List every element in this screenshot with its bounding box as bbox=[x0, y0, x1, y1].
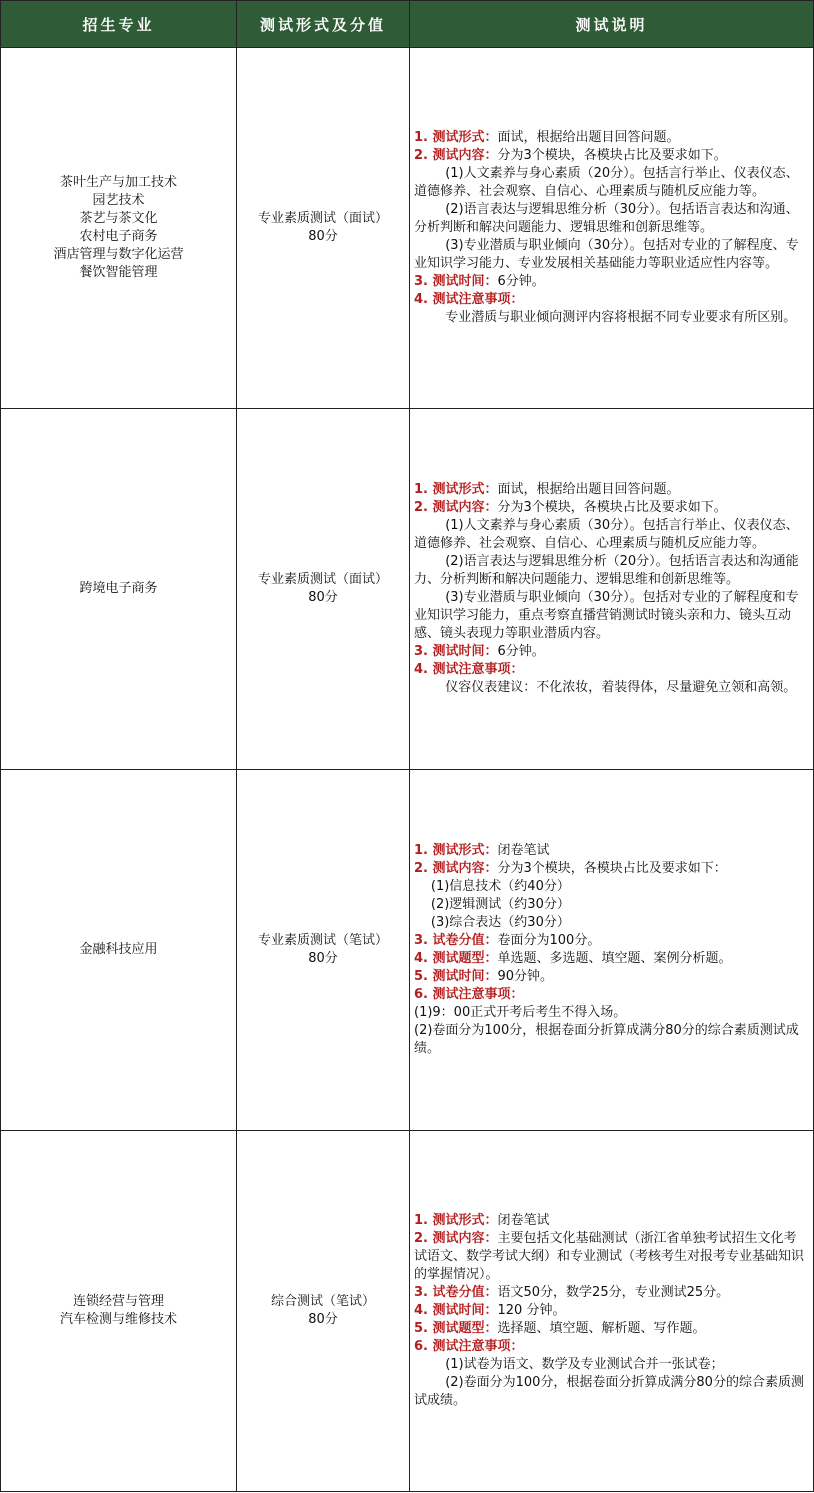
description-value: (2)语言表达与逻辑思维分析（20分）。包括语言表达和沟通能力、分析判断和解决问题能力、逻辑思维和创新思维等。 bbox=[414, 554, 799, 587]
description-line bbox=[414, 1338, 808, 1356]
description-line bbox=[414, 1302, 808, 1320]
description-value: 单选题、多选题、填空题、案例分析题。 bbox=[497, 951, 732, 966]
major-name: 连锁经营与管理 bbox=[72, 1294, 164, 1309]
description-line bbox=[414, 896, 808, 914]
description-value: (1)人文素养与身心素质（20分）。包括言行举止、仪表仪态、道德修养、社会观察、自信心、心理素质与随机反应能力等。 bbox=[414, 166, 799, 199]
description-key: 4. 测试注意事项： bbox=[414, 662, 524, 677]
description-value: (1)人文素养与身心素质（30分）。包括言行举止、仪表仪态、道德修养、社会观察、自信心、心理素质与随机反应能力等。 bbox=[414, 518, 799, 551]
description-line bbox=[414, 1212, 808, 1230]
description-key: 1. 测试形式： bbox=[414, 130, 498, 145]
test-form-cell bbox=[237, 48, 410, 409]
description-key: 3. 测试时间： bbox=[414, 644, 498, 659]
major-name: 汽车检测与维修技术 bbox=[59, 1312, 177, 1327]
description-value: 语文50分，数学25分，专业测试25分。 bbox=[497, 1285, 730, 1300]
test-form: 专业素质测试（面试） bbox=[257, 572, 388, 587]
major-name: 金融科技应用 bbox=[79, 942, 158, 957]
description-value: (2)卷面分为100分，根据卷面分折算成满分80分的综合素质测试成绩。 bbox=[414, 1375, 804, 1408]
description-line bbox=[414, 1320, 808, 1338]
description-line bbox=[414, 986, 808, 1004]
description-key: 1. 测试形式： bbox=[414, 843, 498, 858]
description-key: 4. 测试注意事项： bbox=[414, 292, 524, 307]
description-value: 面试，根据给出题目回答问题。 bbox=[497, 130, 680, 145]
major-name: 园艺技术 bbox=[92, 193, 145, 208]
description-line bbox=[414, 968, 808, 986]
test-score: 80分 bbox=[308, 229, 338, 244]
description-line bbox=[414, 860, 808, 878]
description-value: (1)9：00正式开考后考生不得入场。 bbox=[414, 1005, 627, 1020]
header-major: 招生专业 bbox=[1, 1, 237, 48]
description-value: 分为3个模块，各模块占比及要求如下。 bbox=[497, 148, 727, 163]
description-value: (3)综合表达（约30分） bbox=[430, 915, 570, 930]
description-value: 90分钟。 bbox=[497, 969, 554, 984]
test-form-cell bbox=[237, 770, 410, 1131]
description-line bbox=[414, 1230, 808, 1284]
major-cell bbox=[1, 1131, 237, 1492]
description-key: 2. 测试内容： bbox=[414, 1231, 498, 1246]
test-form: 专业素质测试（笔试） bbox=[257, 933, 388, 948]
description-key: 3. 测试时间： bbox=[414, 274, 498, 289]
description-value: 分为3个模块，各模块占比及要求如下： bbox=[497, 861, 727, 876]
test-form: 综合测试（笔试） bbox=[270, 1294, 375, 1309]
description-value: 闭卷笔试 bbox=[497, 843, 550, 858]
description-line bbox=[414, 878, 808, 896]
description-key: 5. 测试题型： bbox=[414, 1321, 498, 1336]
test-score: 80分 bbox=[308, 590, 338, 605]
description-line bbox=[414, 147, 808, 165]
description-line bbox=[414, 914, 808, 932]
description-value: 分为3个模块，各模块占比及要求如下。 bbox=[497, 500, 727, 515]
major-name: 茶艺与茶文化 bbox=[79, 211, 158, 226]
test-form-cell bbox=[237, 409, 410, 770]
description-cell bbox=[410, 409, 814, 770]
header-test-form: 测试形式及分值 bbox=[237, 1, 410, 48]
description-line bbox=[414, 129, 808, 147]
description-value: 仪容仪表建议：不化浓妆，着装得体，尽量避免立领和高领。 bbox=[445, 680, 797, 695]
description-value: 6分钟。 bbox=[497, 644, 545, 659]
description-key: 3. 试卷分值： bbox=[414, 1285, 498, 1300]
description-key: 5. 测试时间： bbox=[414, 969, 498, 984]
description-value: 闭卷笔试 bbox=[497, 1213, 550, 1228]
description-line bbox=[414, 679, 808, 697]
description-line bbox=[414, 165, 808, 201]
description-value: 120 分钟。 bbox=[497, 1303, 566, 1318]
description-line bbox=[414, 499, 808, 517]
test-form-cell bbox=[237, 1131, 410, 1492]
description-value: 6分钟。 bbox=[497, 274, 545, 289]
table-row bbox=[1, 48, 814, 409]
description-line bbox=[414, 661, 808, 679]
description-line bbox=[414, 1004, 808, 1022]
description-line bbox=[414, 201, 808, 237]
description-line bbox=[414, 589, 808, 643]
major-name: 农村电子商务 bbox=[79, 229, 158, 244]
description-key: 2. 测试内容： bbox=[414, 500, 498, 515]
description-line bbox=[414, 842, 808, 860]
table-row bbox=[1, 1131, 814, 1492]
major-cell bbox=[1, 48, 237, 409]
description-key: 6. 测试注意事项： bbox=[414, 1339, 524, 1354]
table-row bbox=[1, 409, 814, 770]
description-value: (1)信息技术（约40分） bbox=[430, 879, 570, 894]
description-value: 选择题、填空题、解析题、写作题。 bbox=[497, 1321, 706, 1336]
description-line bbox=[414, 643, 808, 661]
description-key: 4. 测试题型： bbox=[414, 951, 498, 966]
header-test-description: 测试说明 bbox=[410, 1, 814, 48]
description-key: 3. 试卷分值： bbox=[414, 933, 498, 948]
description-cell bbox=[410, 48, 814, 409]
description-value: 专业潜质与职业倾向测评内容将根据不同专业要求有所区别。 bbox=[445, 310, 797, 325]
description-line bbox=[414, 1356, 808, 1374]
description-line bbox=[414, 237, 808, 273]
description-line bbox=[414, 273, 808, 291]
description-key: 2. 测试内容： bbox=[414, 861, 498, 876]
description-key: 4. 测试时间： bbox=[414, 1303, 498, 1318]
description-line bbox=[414, 517, 808, 553]
description-line bbox=[414, 1022, 808, 1058]
description-line bbox=[414, 950, 808, 968]
description-line bbox=[414, 309, 808, 327]
description-line bbox=[414, 291, 808, 309]
major-name: 茶叶生产与加工技术 bbox=[59, 175, 177, 190]
description-line bbox=[414, 1374, 808, 1410]
test-score: 80分 bbox=[308, 1312, 338, 1327]
test-form: 专业素质测试（面试） bbox=[257, 211, 388, 226]
major-name: 跨境电子商务 bbox=[79, 581, 158, 596]
description-key: 1. 测试形式： bbox=[414, 482, 498, 497]
description-line bbox=[414, 932, 808, 950]
description-key: 6. 测试注意事项： bbox=[414, 987, 524, 1002]
description-key: 1. 测试形式： bbox=[414, 1213, 498, 1228]
description-value: 面试，根据给出题目回答问题。 bbox=[497, 482, 680, 497]
test-score: 80分 bbox=[308, 951, 338, 966]
description-cell bbox=[410, 1131, 814, 1492]
major-cell bbox=[1, 770, 237, 1131]
major-cell bbox=[1, 409, 237, 770]
description-value: 卷面分为100分。 bbox=[497, 933, 601, 948]
description-key: 2. 测试内容： bbox=[414, 148, 498, 163]
major-name: 餐饮智能管理 bbox=[79, 265, 158, 280]
description-value: (2)语言表达与逻辑思维分析（30分）。包括语言表达和沟通、分析判断和解决问题能力、逻辑思维和创新思维等。 bbox=[414, 202, 799, 235]
description-line bbox=[414, 481, 808, 499]
major-name: 酒店管理与数字化运营 bbox=[53, 247, 184, 262]
description-line bbox=[414, 1284, 808, 1302]
description-value: 主要包括文化基础测试（浙江省单独考试招生文化考试语文、数学考试大纲）和专业测试（考核考生对报考专业基础知识的掌握情况）。 bbox=[414, 1231, 805, 1282]
description-value: (3)专业潜质与职业倾向（30分）。包括对专业的了解程度、专业知识学习能力、专业发展相关基础能力等职业适应性内容等。 bbox=[414, 238, 799, 271]
description-cell bbox=[410, 770, 814, 1131]
description-value: (2)逻辑测试（约30分） bbox=[430, 897, 570, 912]
description-value: (3)专业潜质与职业倾向（30分）。包括对专业的了解程度和专业知识学习能力，重点考察直播营销测试时镜头亲和力、镜头互动感、镜头表现力等职业潜质内容。 bbox=[414, 590, 799, 641]
table-row bbox=[1, 770, 814, 1131]
description-value: (1)试卷为语文、数学及专业测试合并一张试卷； bbox=[445, 1357, 724, 1372]
description-line bbox=[414, 553, 808, 589]
description-value: (2)卷面分为100分，根据卷面分折算成满分80分的综合素质测试成绩。 bbox=[414, 1023, 799, 1056]
header-row bbox=[1, 1, 814, 48]
